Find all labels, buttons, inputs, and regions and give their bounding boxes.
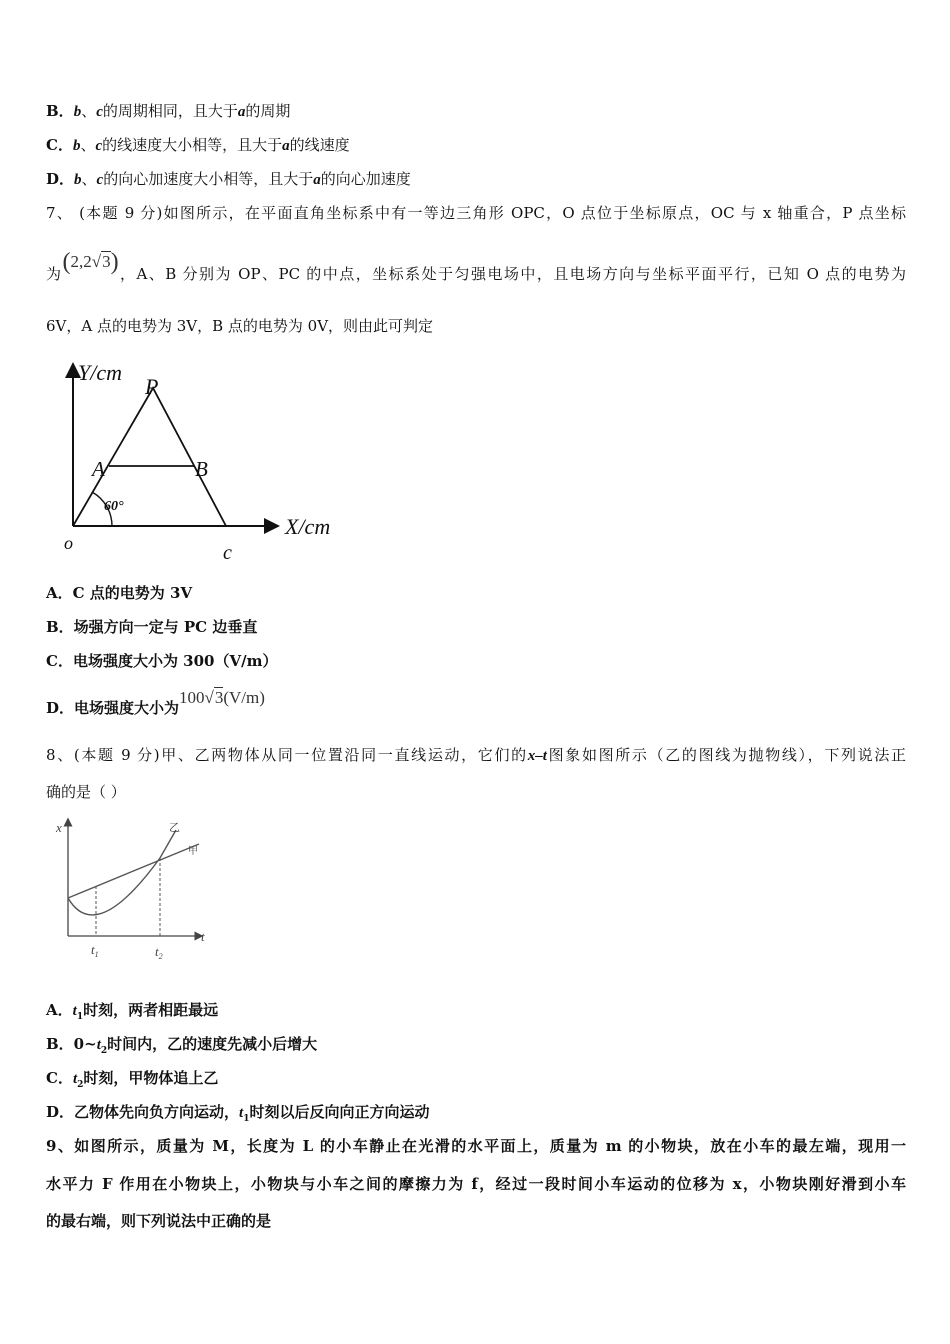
sub: 1: [243, 1114, 250, 1124]
q8-stem-line2: 确的是（ ）: [46, 783, 126, 801]
q6-option-d-prefix: D．: [46, 170, 75, 188]
q6-option-d-text1: 的向心加速度大小相等，且大于: [103, 170, 314, 188]
q7-stem-line1: 7、 (本题 9 分)如图所示，在平面直角坐标系中有一等边三角形 OPC，O 点位于坐标原点，OC 与 x 轴重合，P 点坐标: [46, 204, 906, 222]
label-a: A: [92, 457, 105, 481]
sep: 、: [80, 136, 96, 154]
var-b: b: [73, 104, 82, 120]
angle-label: 60°: [104, 499, 124, 514]
graph-t-label: t: [201, 929, 205, 944]
q8-xt-graph: [52, 814, 232, 964]
q9-stem-line1: 9、如图所示，质量为 M，长度为 L 的小车静止在光滑的水平面上，质量为 m 的小物块，放在小车的最左端，现用一: [46, 1137, 906, 1155]
q6-option-b: [46, 101, 290, 122]
var-t: t: [72, 1071, 78, 1087]
q7-coordinate-sqrt: 3: [102, 252, 111, 271]
q8-option-b-prefix: B．0~: [46, 1035, 97, 1053]
curve-yi: [68, 830, 176, 915]
q6-option-b-text1: 的周期相同，且大于: [102, 102, 238, 120]
graph-t1-label: [91, 942, 99, 959]
q7-stem-line2-text: ，A、B 分别为 OP、PC 的中点，坐标系处于匀强电场中，且电场方向与坐标平面平行，已知 O 点的电势为: [118, 265, 906, 283]
q8-option-c: [46, 1068, 218, 1095]
q9-stem-line3: 的最右端，则下列说法中正确的是: [46, 1212, 272, 1230]
graph-yi-label: 乙: [169, 822, 180, 834]
var-c: c: [95, 138, 103, 154]
t2-sub: 2: [158, 952, 163, 961]
q6-option-d: [46, 169, 411, 190]
q6-option-d-text2: 的向心加速度: [320, 170, 411, 188]
x-axis-label: X/cm: [285, 514, 331, 539]
q7-option-d: [46, 688, 265, 718]
graph-jia-label: 甲: [188, 846, 198, 857]
sub: 1: [76, 1012, 84, 1022]
y-axis-label: Y/cm: [78, 360, 122, 385]
label-c: c: [223, 542, 232, 564]
q7-option-d-prefix: D．电场强度大小为: [46, 699, 180, 717]
q6-option-c: [46, 135, 350, 156]
label-b: B: [195, 457, 208, 481]
q7-option-d-value: [179, 688, 265, 707]
q8-stem-text2: 图象如图所示（乙的图线为抛物线），下列说法正: [546, 746, 906, 764]
q8-option-a: [46, 1000, 218, 1027]
var-t: t: [96, 1037, 101, 1053]
q7-option-c: C．电场强度大小为 300（V/m）: [46, 652, 278, 670]
q7-option-a: A．C 点的电势为 3V: [46, 584, 193, 602]
q8-stem-text1: 8、(本题 9 分)甲、乙两物体从同一位置沿同一直线运动，它们的: [46, 746, 528, 764]
t1-sub: 1: [94, 950, 99, 959]
t1-t: t: [91, 942, 95, 957]
q8-option-a-text: 时刻，两者相距最远: [83, 1001, 219, 1019]
var-a: a: [282, 138, 290, 154]
var-t: t: [72, 1003, 77, 1019]
q7-coordinate: (2,2√3): [62, 249, 119, 275]
q6-option-b-text2: 的周期: [245, 102, 291, 120]
var-a: a: [237, 104, 246, 120]
q7-stem-line2: [46, 249, 906, 284]
unit: (V/m): [223, 688, 265, 707]
value-100: 100: [179, 688, 205, 707]
label-p: P: [145, 374, 159, 399]
q6-option-c-text2: 的线速度: [289, 136, 350, 154]
q8-stem-var: x–t: [527, 748, 547, 764]
q6-option-c-prefix: C．: [46, 136, 73, 154]
q8-option-c-prefix: C．: [46, 1069, 73, 1087]
graph-t2-label: [155, 944, 163, 961]
var-b: b: [74, 172, 82, 188]
q7-stem-wei: 为: [46, 265, 63, 283]
sub: 2: [100, 1046, 108, 1056]
q8-option-b-text: 时间内，乙的速度先减小后增大: [107, 1035, 318, 1053]
value-sqrt: 3: [214, 688, 224, 707]
q8-option-d: [46, 1102, 429, 1129]
var-c: c: [96, 172, 104, 188]
q7-coordinate-a: 2,2: [70, 252, 92, 271]
q8-option-c-text: 时刻，甲物体追上乙: [83, 1069, 219, 1087]
sep: 、: [81, 102, 97, 120]
q8-option-d-prefix: D．乙物体先向负方向运动，: [46, 1103, 240, 1121]
sqrt-icon: √: [91, 252, 102, 271]
graph-x-label: x: [56, 820, 62, 835]
q8-option-a-prefix: A．: [46, 1001, 73, 1019]
q6-option-b-prefix: B．: [46, 102, 74, 120]
label-o: o: [64, 533, 73, 553]
t2-t: t: [155, 944, 159, 959]
q7-triangle-figure: [54, 356, 364, 571]
var-c: c: [96, 104, 103, 120]
sqrt-icon: √: [204, 688, 214, 707]
var-a: a: [313, 172, 321, 188]
q8-option-d-text: 时刻以后反向向正方向运动: [249, 1103, 430, 1121]
q6-option-c-text1: 的线速度大小相等，且大于: [102, 136, 283, 154]
sub: 2: [77, 1080, 84, 1090]
q8-option-b: [46, 1034, 317, 1061]
q8-stem-line1: [46, 745, 906, 766]
var-t: t: [239, 1105, 244, 1121]
var-b: b: [72, 138, 81, 154]
q9-stem-line2: 水平力 F 作用在小物块上，小物块与小车之间的摩擦力为 f，经过一段时间小车运动的位移为 x，小物块刚好滑到小车: [46, 1175, 906, 1193]
q7-stem-line3: 6V，A 点的电势为 3V，B 点的电势为 0V，则由此可判定: [46, 317, 434, 335]
q7-option-b: B．场强方向一定与 PC 边垂直: [46, 618, 258, 636]
sep: 、: [81, 170, 97, 188]
